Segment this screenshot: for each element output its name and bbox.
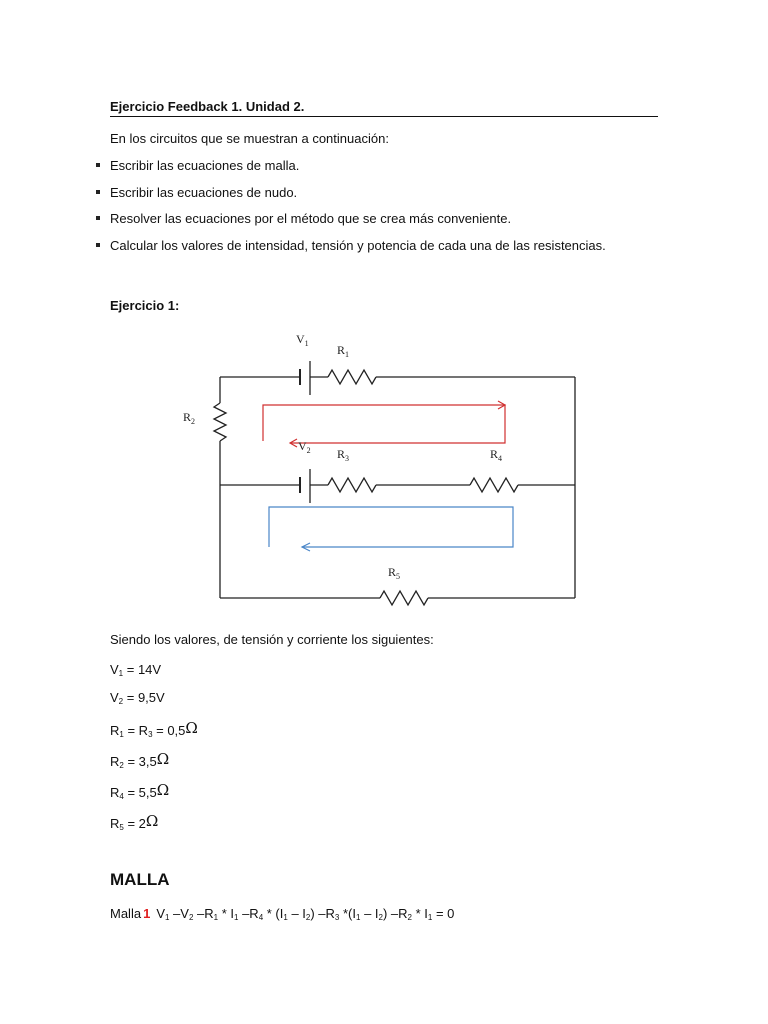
bullet-square-icon <box>96 163 100 167</box>
label-r4: $R_4$ <box>490 447 503 463</box>
label-v2: $V_2$ <box>298 439 311 455</box>
ohm-symbol: Ω <box>185 719 198 737</box>
task-list <box>96 158 606 264</box>
mesh-equation-1: Malla 1 $V_1$ $-V_2$ $-R_1 * I_1$ $-R_4 * (I_1 - I_2)$ $-R_3$ $*(I_1 - I_2)$ $-R_2 * I_1 = 0$ <box>110 906 455 922</box>
task-text: Resolver las ecuaciones por el método que se crea más conveniente. <box>110 211 512 226</box>
task-text: Escribir las ecuaciones de malla. <box>110 158 300 173</box>
label-r5: $R_5$ <box>388 565 401 581</box>
value-r2: $R_2 = 3,5\Omega$ <box>110 750 170 770</box>
ohm-symbol: Ω <box>156 781 170 799</box>
exercise-title: Ejercicio 1: <box>110 298 180 313</box>
value-r5: $R_5 = 2\Omega$ <box>110 812 159 832</box>
value-r4: $R_4 = 5,5\Omega$ <box>110 781 170 801</box>
mesh-1-path <box>263 405 505 443</box>
value-r1-r3: $R_1 = R_3 = 0,5\Omega$ <box>110 719 198 739</box>
bullet-square-icon <box>96 216 100 220</box>
mesh-2-loop <box>269 507 513 551</box>
resistor-r3 <box>328 478 376 492</box>
task-item <box>96 238 606 265</box>
value-v1: $V_1 = 14V$ <box>110 662 162 678</box>
bullet-square-icon <box>96 243 100 247</box>
task-item <box>96 185 606 212</box>
ohm-symbol: Ω <box>145 812 159 830</box>
task-text: Escribir las ecuaciones de nudo. <box>110 184 298 200</box>
task-item <box>96 158 606 185</box>
mesh-number: 1 <box>143 906 151 921</box>
ohm-symbol: Ω <box>156 750 170 768</box>
intro-text: En los circuitos que se muestran a continuación: <box>110 131 389 146</box>
resistor-r2 <box>214 403 226 441</box>
label-r2: $R_2$ <box>183 410 196 426</box>
label-r3: $R_3$ <box>337 447 350 463</box>
value-v2: $V_2 = 9,5V$ <box>110 690 165 706</box>
task-item <box>96 211 606 238</box>
resistor-r4 <box>470 478 518 492</box>
resistor-r1 <box>328 370 376 384</box>
section-title-malla: MALLA <box>110 870 170 889</box>
document-heading: Ejercicio Feedback 1. Unidad 2. <box>110 99 658 117</box>
bullet-square-icon <box>96 190 100 194</box>
label-v1: $V_1$ <box>296 332 309 348</box>
mesh-2-path <box>269 507 513 547</box>
values-intro: Siendo los valores, de tensión y corriente los siguientes: <box>110 632 434 647</box>
task-text: Calcular los valores de intensidad, tensión y potencia de cada una de las resistencias. <box>110 237 606 253</box>
label-r1: $R_1$ <box>337 343 350 359</box>
circuit-diagram <box>180 325 600 620</box>
resistor-r5 <box>380 591 428 605</box>
